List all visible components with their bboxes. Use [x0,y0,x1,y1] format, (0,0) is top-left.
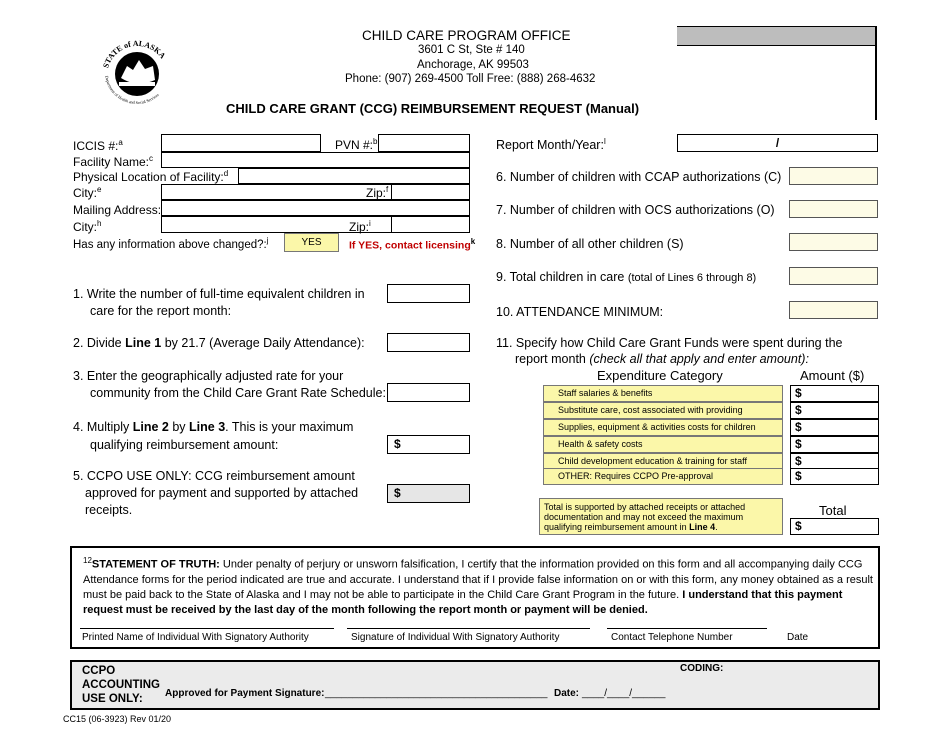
city1-input[interactable] [161,184,391,200]
line1-input[interactable] [387,284,470,303]
expenditure-item-health[interactable]: Health & safety costs [543,436,783,453]
line5-text-b: approved for payment and supported by attached [85,486,359,500]
expenditure-item-training[interactable]: Child development education & training for staff [543,453,783,470]
iccis-label: ICCIS #:$^a$ [73,138,123,153]
iccis-input[interactable] [161,134,321,152]
amount-health[interactable]: $ [790,436,879,453]
facility-name-input[interactable] [161,152,470,168]
line6-input[interactable] [789,167,878,185]
city2-label: City:$^h$ [73,219,102,234]
zip1-input[interactable] [391,184,470,200]
printed-name-label: Printed Name of Individual With Signatory Authority [82,632,309,643]
approved-signature-line[interactable]: ________________________________________ [325,688,548,699]
line4-input[interactable]: $ [387,435,470,454]
ccpo-date-label: Date: [554,688,580,699]
coding-label: CODING: [680,663,724,674]
line7-input[interactable] [789,200,878,218]
amount-training[interactable]: $ [790,453,879,470]
line8-input[interactable] [789,233,878,251]
line8-text: 8. Number of all other children (S) [496,237,684,251]
line5-text-c: receipts. [85,503,133,517]
amount-header: Amount ($) [800,368,865,383]
office-address-2: Anchorage, AK 99503 [417,59,529,71]
amount-other[interactable]: $ [790,468,879,485]
pvn-input[interactable] [378,134,470,152]
expenditure-item-supplies[interactable]: Supplies, equipment & activities costs for children [543,419,783,436]
report-month-label: Report Month/Year:$^l$ [496,137,606,153]
line3-text-a: 3. Enter the geographically adjusted rate for your [73,369,344,383]
total-note: Total is supported by attached receipts or attached documentation and may not exceed the maximum qualifying reimbursement amount in Line 4. [539,498,783,535]
amount-salaries[interactable]: $ [790,385,879,402]
line2-input[interactable] [387,333,470,352]
line6-text: 6. Number of children with CCAP authorizations (C) [496,170,782,184]
zip2-label: Zip:$^i$ [349,219,371,234]
phone-line [607,628,767,629]
line1-text-b: care for the report month: [90,304,232,318]
phone-label: Contact Telephone Number [611,632,733,643]
pvn-label: PVN #:$^b$ [335,137,378,152]
ccpo-date-line[interactable]: ____/____/______ [582,688,666,699]
line5-text-a: 5. CCPO USE ONLY: CCG reimbursement amount [73,469,355,483]
zip2-input[interactable] [391,216,470,233]
line3-text-b: community from the Child Care Grant Rate Schedule: [90,386,386,400]
line1-text-a: 1. Write the number of full-time equivalent children in [73,287,365,301]
mailing-address-label: Mailing Address: [73,203,162,217]
seal-top-text: STATE of ALASKA [101,38,168,70]
physical-location-input[interactable] [238,168,470,184]
amount-substitute[interactable]: $ [790,402,879,419]
approved-signature-label: Approved for Payment Signature: [165,688,325,699]
report-month-input[interactable]: / [677,134,878,152]
line10-text: 10. ATTENDANCE MINIMUM: [496,305,664,319]
line11-text-b: report month (check all that apply and enter amount): [515,352,809,366]
statement-of-truth-box [70,546,880,649]
line4-text-b: qualifying reimbursement amount: [90,438,279,452]
form-id: CC15 (06-3923) Rev 01/20 [63,714,172,724]
amount-supplies[interactable]: $ [790,419,879,436]
line2-text: 2. Divide Line 1 by 21.7 (Average Daily Attendance): [73,336,365,350]
contact-licensing-note: If YES, contact licensing$^k$ [349,237,476,252]
info-changed-label: Has any information above changed?:$^j$ [73,236,269,251]
office-address-1: 3601 C St, Ste # 140 [418,44,525,56]
expenditure-item-other[interactable]: OTHER: Requires CCPO Pre-approval [543,468,783,485]
total-amount[interactable]: $ [790,518,879,535]
signature-line [347,628,590,629]
ccpo-label-1: CCPO [82,665,116,677]
line9-input[interactable] [789,267,878,285]
ccpo-accounting-box [70,660,880,710]
city1-label: City:$^e$ [73,185,102,200]
mailing-address-input[interactable] [161,200,470,216]
facility-name-label: Facility Name:$^c$ [73,154,154,169]
line9-text: 9. Total children in care (total of Lines 6 through 8) [496,270,757,284]
line11-text-a: 11. Specify how Child Care Grant Funds were spent during the [496,336,843,350]
date-label: Date [787,632,809,643]
seal-bottom-text: Department of Health and Social Services [104,75,160,106]
statement-text: $^{12}$STATEMENT OF TRUTH: Under penalty of perjury or unsworn falsification, I certify that the information provided on this form and all accompanying daily CCG Attendance forms for the period indicated are true and accurate. I understand that if I provide false information on or with this form, any money obtained as a result must be paid back to the State of Alaska and I may not be able to participate in the Child Care Grant Program in the future. I understand that this payment request must be received by the last day of the month following the report month or payment will be denied. [83,556,873,616]
ccpo-label-3: USE ONLY: [82,693,143,705]
ccpo-header-box [677,26,877,120]
expenditure-item-substitute[interactable]: Substitute care, cost associated with providing [543,402,783,419]
physical-location-label: Physical Location of Facility:$^d$ [73,169,229,184]
line7-text: 7. Number of children with OCS authorizations (O) [496,203,775,217]
ccpo-label-2: ACCOUNTING [82,679,160,691]
form-title: CHILD CARE GRANT (CCG) REIMBURSEMENT REQUEST (Manual) [226,101,640,116]
office-phone: Phone: (907) 269-4500 Toll Free: (888) 268-4632 [345,73,596,85]
line5-input[interactable]: $ [387,484,470,503]
info-changed-yes[interactable]: YES [284,233,339,252]
state-seal-logo [97,36,177,108]
line4-text-a: 4. Multiply Line 2 by Line 3. This is your maximum [73,420,354,434]
office-name: CHILD CARE PROGRAM OFFICE [362,28,571,43]
line10-input[interactable] [789,301,878,319]
expenditure-category-header: Expenditure Category [597,368,723,383]
line3-input[interactable] [387,383,470,402]
total-label: Total [819,503,847,518]
expenditure-item-salaries[interactable]: Staff salaries & benefits [543,385,783,402]
signature-label: Signature of Individual With Signatory Authority [351,632,560,643]
printed-name-line [80,628,334,629]
zip1-label: Zip:$^f$ [366,185,389,200]
